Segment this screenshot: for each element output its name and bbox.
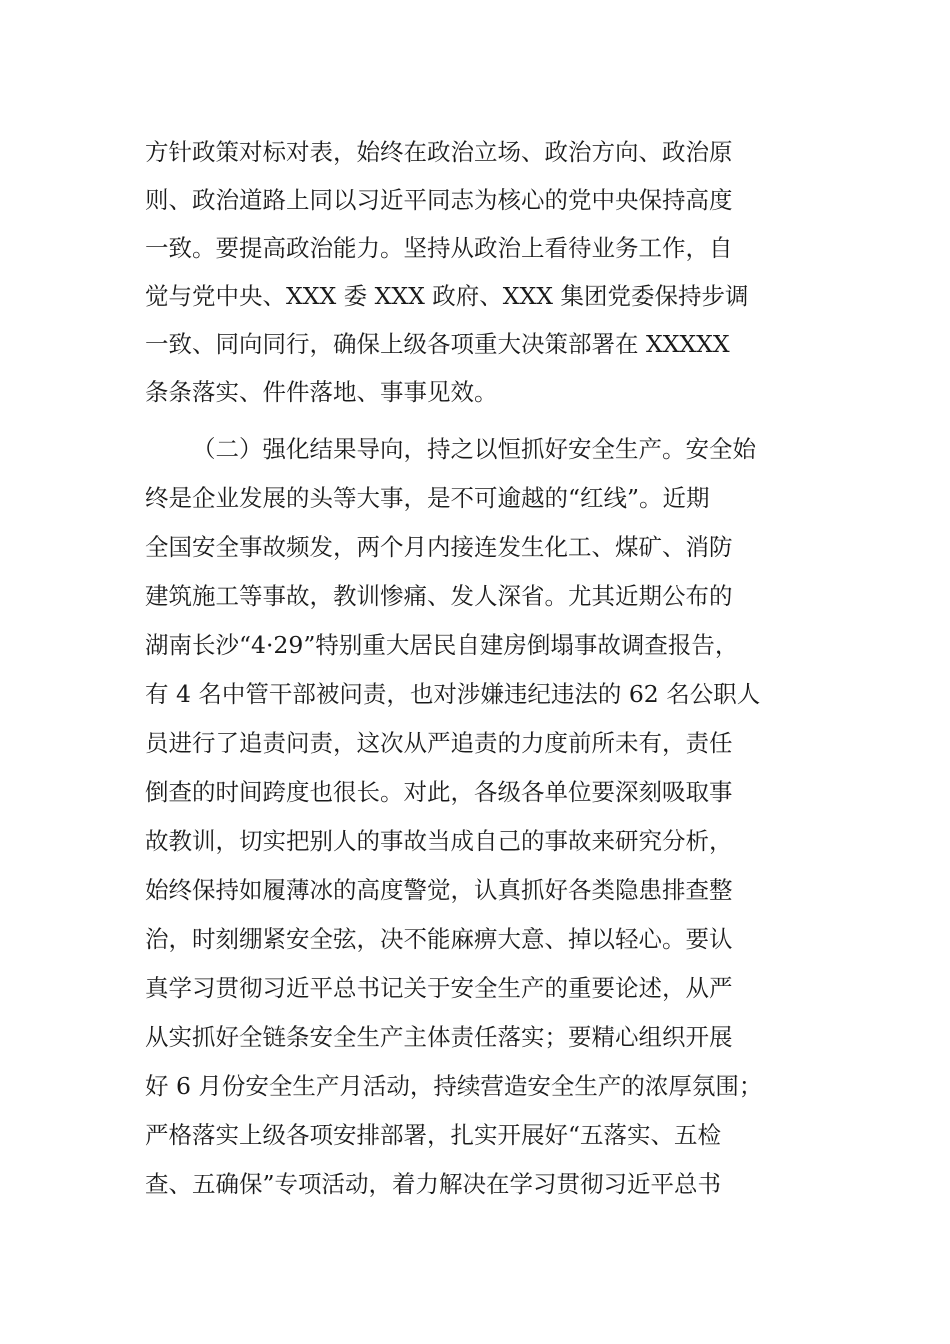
text-line: 严格落实上级各项安排部署，扎实开展好“五落实、五检 (145, 1121, 722, 1149)
text-line: 从实抓好全链条安全生产主体责任落实；要精心组织开展 (145, 1023, 733, 1051)
text-line: 好 6 月份安全生产月活动，持续营造安全生产的浓厚氛围； (145, 1072, 763, 1100)
text-line: 治，时刻绷紧安全弦，决不能麻痹大意、掉以轻心。要认 (145, 925, 733, 953)
text-line: 查、五确保”专项活动，着力解决在学习贯彻习近平总书 (145, 1170, 722, 1198)
text-line: 全国安全事故频发，两个月内接连发生化工、煤矿、消防 (145, 533, 733, 561)
section-heading-line: （二）强化结果导向，持之以恒抓好安全生产。安全始 (192, 435, 756, 463)
text-line: 始终保持如履薄冰的高度警觉，认真抓好各类隐患排查整 (145, 876, 733, 904)
text-line: 倒查的时间跨度也很长。对此，各级各单位要深刻吸取事 (145, 778, 733, 806)
text-line: 故教训，切实把别人的事故当成自己的事故来研究分析， (145, 827, 733, 855)
text-line: 真学习贯彻习近平总书记关于安全生产的重要论述，从严 (145, 974, 733, 1002)
text-line: 一致、同向同行，确保上级各项重大决策部署在 XXXXX (145, 330, 730, 358)
text-line: 觉与党中央、XXX 委 XXX 政府、XXX 集团党委保持步调 (145, 282, 749, 310)
text-line: 则、政治道路上同以习近平同志为核心的党中央保持高度 (145, 186, 733, 214)
text-line: 湖南长沙“4·29”特别重大居民自建房倒塌事故调查报告， (145, 631, 739, 659)
text-line: 方针政策对标对表，始终在政治立场、政治方向、政治原 (145, 138, 733, 166)
text-line: 有 4 名中管干部被问责，也对涉嫌违纪违法的 62 名公职人 (145, 680, 761, 708)
text-line: 终是企业发展的头等大事，是不可逾越的“红线”。近期 (145, 484, 710, 512)
text-line: 建筑施工等事故，教训惨痛、发人深省。尤其近期公布的 (145, 582, 733, 610)
text-line: 条条落实、件件落地、事事见效。 (145, 378, 498, 406)
text-line: 一致。要提高政治能力。坚持从政治上看待业务工作，自 (145, 234, 733, 262)
text-line: 员进行了追责问责，这次从严追责的力度前所未有，责任 (145, 729, 733, 757)
